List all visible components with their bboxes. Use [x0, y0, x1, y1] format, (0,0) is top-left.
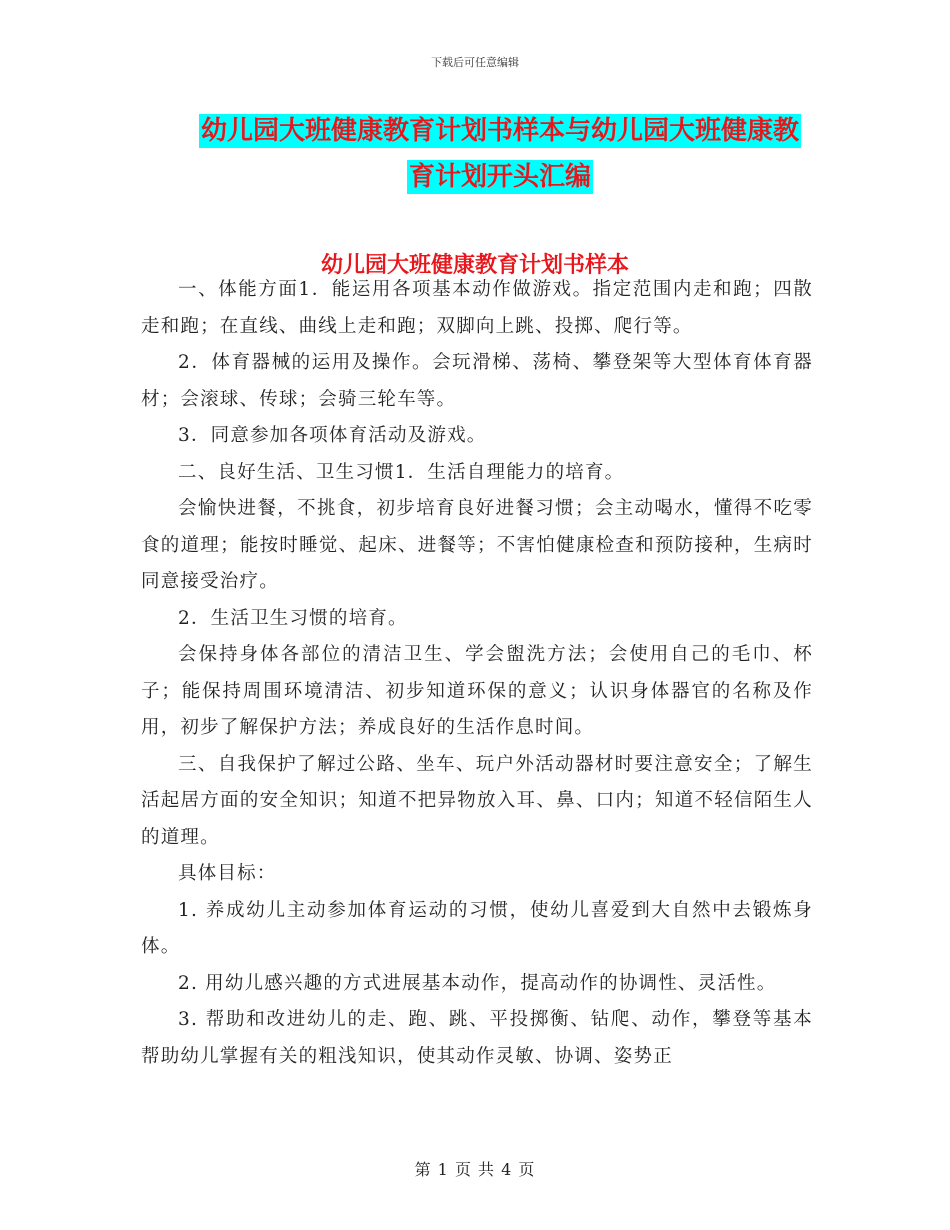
paragraph: 2．生活卫生习惯的培育。: [178, 607, 408, 629]
page-number-label: 第 1 页 共 4 页: [414, 1160, 536, 1179]
document-title-line-2: 育计划开头汇编: [408, 162, 591, 192]
paragraph: 一、体能方面1．能运用各项基本动作做游戏。指定范围内走和跑；四散走和跑；在直线、曲线上走和跑；双脚向上跳、投掷、爬行等。: [141, 279, 813, 337]
document-body: [141, 272, 813, 1075]
paragraph: 2．体育器械的运用及操作。会玩滑梯、荡椅、攀登架等大型体育体育器材；会滚球、传球；会骑三轮车等。: [141, 352, 813, 410]
paragraph: 具体目标：: [178, 863, 277, 884]
paragraph: 1. 养成幼儿主动参加体育运动的习惯，使幼儿喜爱到大自然中去锻炼身体。: [141, 899, 813, 957]
paragraph: 二、良好生活、卫生习惯1．生活自理能力的培育。: [178, 461, 625, 483]
section-heading: 幼儿园大班健康教育计划书样本: [320, 253, 629, 278]
paragraph: 3．同意参加各项体育活动及游戏。: [178, 425, 487, 446]
document-title: [140, 108, 860, 200]
paragraph: 2. 用幼儿感兴趣的方式进展基本动作，提高动作的协调性、灵活性。: [178, 972, 777, 994]
paragraph: 三、自我保护了解过公路、坐车、玩户外活动器材时要注意安全；了解生活起居方面的安全知识；知道不把异物放入耳、鼻、口内；知道不轻信陌生人的道理。: [141, 753, 813, 848]
header-note: 下载后可任意编辑: [431, 56, 519, 69]
paragraph: 会保持身体各部位的清洁卫生、学会盥洗方法；会使用自己的毛巾、杯子；能保持周围环境清洁、初步知道环保的意义；认识身体器官的名称及作用，初步了解保护方法；养成良好的生活作息时间。: [141, 644, 813, 738]
page-footer: [0, 1157, 950, 1180]
paragraph: 3. 帮助和改进幼儿的走、跑、跳、平投掷衡、钻爬、动作，攀登等基本帮助幼儿掌握有关的粗浅知识，使其动作灵敏、协调、姿势正: [141, 1009, 813, 1067]
document-title-line-1: 幼儿园大班健康教育计划书样本与幼儿园大班健康教: [200, 116, 799, 146]
paragraph: 会愉快进餐，不挑食，初步培育良好进餐习惯；会主动喝水，懂得不吃零食的道理；能按时睡觉、起床、进餐等；不害怕健康检查和预防接种，生病时同意接受治疗。: [141, 498, 813, 592]
